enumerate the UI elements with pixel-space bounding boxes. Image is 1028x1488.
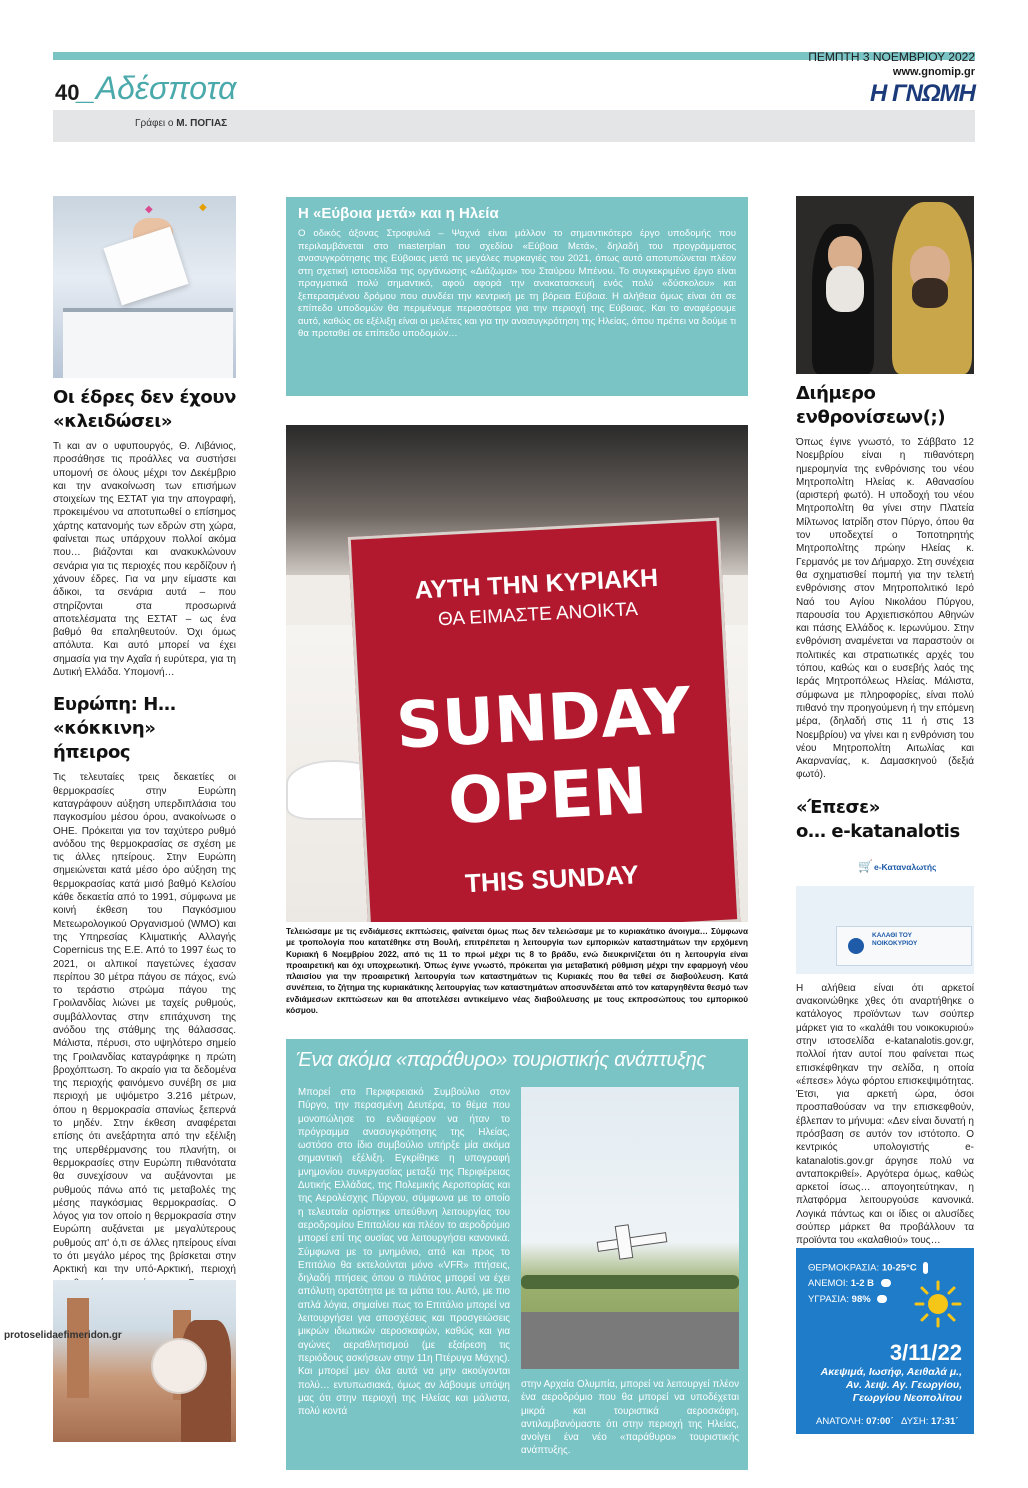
humidity-label: ΥΓΡΑΣΙΑ: — [808, 1294, 850, 1305]
story-body-seats: Τι και αν ο υφυπουργός, Θ. Λιβάνιος, προσάθησε τις προάλλες να συστήσει υπομονή σε όλους μέχρι τον Δεκέμβριο και την ανακοίνωση των επισήμων στοιχείων της ΕΣΤΑΤ για την απογραφή, προκειμένου να αποτυπωθεί ο επίσημος χάρτης κατανομής των εδρών στη χώρα, φαίνεται πως υπάρχουν πολλοί ακόμα που… βιάζονται και ανακυκλώνουν σενάρια για τις περιοχές που κερδίζουν ή χάνουν έδρες. Για να μην είμαστε και άδικοι, τα σενάρια αυτά – που στηρίζονται στα προσωρινά αποτελέσματα της ΕΣΤΑΤ – ως ένα βαθμό θα επαληθευτούν. Όχι όμως απόλυτα. Και αυτό μπορεί να έχει σημασία για την Αχαΐα ή ευρύτερα, για τη Δυτική Ελλάδα. Υπομονή… — [53, 441, 236, 679]
humidity-row — [808, 1294, 887, 1305]
sunrise-time: 07:00΄ — [866, 1416, 894, 1427]
sunday-open-photo — [286, 425, 748, 922]
cloud-icon — [877, 1295, 887, 1303]
airplane-photo — [521, 1087, 739, 1369]
evoia-title: Η «Εύβοια μετά» και η Ηλεία — [298, 205, 499, 222]
tourism-body-continued: στην Αρχαία Ολυμπία, μπορεί να λειτουργεί πλέον ένα αεροδρόμιο που θα μπορεί να υποδέχεται μικρά και τουριστικά αεροσκάφη, αντιλαμβανόμαστε ότι στην περιοχή της Ηλείας, ανοίγει ένα νέο «παράθυρο» τουριστικής ανάπτυξης. — [521, 1379, 739, 1457]
page-number: 40 — [55, 80, 80, 105]
left-column — [53, 196, 236, 1290]
sunset-time: 17:31΄ — [931, 1416, 959, 1427]
butterfly-icon: ◆ — [199, 202, 207, 213]
name-days — [796, 1366, 962, 1405]
ballot-paper — [103, 227, 188, 306]
name-day-line: Ακεψιμά, Ιωσήφ, Αειθαλά μ., — [820, 1366, 962, 1378]
right-column — [796, 196, 974, 1248]
hand-fan — [151, 1338, 207, 1394]
tourism-box — [286, 1039, 748, 1470]
beard — [912, 278, 948, 308]
thermometer-icon — [923, 1262, 928, 1274]
website-link[interactable]: www.gnomip.gr — [892, 66, 975, 78]
heading-line: Διήμερο — [796, 383, 876, 404]
heading-line: «κλειδώσει» — [53, 411, 173, 432]
sign-line: ΘΑ ΕΙΜΑΣΤΕ ΑΝΟΙΚΤΑ — [437, 598, 639, 631]
story-heading-seats — [53, 386, 236, 434]
wind-icon — [881, 1279, 891, 1287]
basket-badge-icon — [848, 938, 864, 954]
ballot-box — [63, 308, 233, 378]
humidity-value: 98% — [851, 1294, 871, 1305]
sign-line: OPEN — [446, 754, 649, 840]
heading-line: Οι έδρες δεν έχουν — [53, 387, 236, 408]
heading-line: Ευρώπη: Η… — [53, 694, 176, 716]
sign-line: SUNDAY — [394, 674, 693, 764]
evoia-body: Ο οδικός άξονας Στροφυλιά – Ψαχνά είναι μάλλον το σημαντικότερο έργο υποδομής που περιλαμβάνεται στο masterplan του σχεδίου «Εύβοια Μετά», δηλαδή του προγράμματος ανασυγκρότησης της Εύβοιας μετά τις μεγάλες πυρκαγιές του 2021, όπως αυτό αποτυπώνεται πλέον στη σχετική ιστοσελίδα της οργάνωσης «Διάζωμα» του Σταύρου Μπένου. Το συγκεκριμένο έργο είναι πραγματικά πολύ σημαντικό, αφού αφορά την ανακατασκευή ενός πολύ «δύσκολου» και ξεπερασμένου δρόμου που συνδέει την κεντρική με τη βόρεια Εύβοια. Η αλήθεια όμως είναι ότι σε επίπεδο υποδομών θα περιμέναμε περισσότερα για την περιοχή της Εύβοιας. Και το αναφέρουμε αυτό, καθώς σε εξέλιξη είναι οι μελέτες και για την ανασυγκρότηση της Ηλείας, όπου πρέπει να δούμε τι θα προταθεί σε επίπεδο υποδομών… — [298, 228, 736, 339]
bishops-photo — [796, 196, 974, 374]
sun-icon — [914, 1280, 962, 1328]
ballot-box-photo — [53, 196, 236, 378]
runway — [521, 1312, 739, 1369]
sign-line: ΑΥΤΗ ΤΗΝ ΚΥΡΙΑΚΗ — [414, 563, 659, 605]
wind-row — [808, 1278, 891, 1289]
tower — [67, 1298, 89, 1398]
heading-line: «Έπεσε» — [796, 796, 880, 818]
issue-date: ΠΕΜΠΤΗ 3 ΝΟΕΜΒΡΙΟΥ 2022 — [808, 50, 975, 64]
story-heading-enthronement — [796, 382, 974, 430]
tree-line — [521, 1275, 739, 1289]
sunday-open-sign — [348, 518, 741, 922]
tourism-body: Μπορεί στο Περιφερειακό Συμβούλιο στον Πύργο, την περασμένη Δευτέρα, το θέμα που μονοπώλησε το ενδιαφέρον να ήταν το πρόγραμμα ανασυγκρότησης της Ηλείας, ωστόσο στο ίδιο συμβούλιο υπήρξε μία ακόμα σημαντική εξέλιξη. Εγκρίθηκε η υπογραφή μνημονίου συνεργασίας μεταξύ της Περιφέρειας Δυτικής Ελλάδας, της Πολεμικής Αεροπορίας και της Αερολέσχης Πύργου, σύμφωνα με το οποίο η τελευταία ορίστηκε υπεύθυνη λειτουργίας του αεροδρομίου Επιταλίου και πλέον το αεροδρόμιο μπορεί επί της ουσίας να λειτουργήσει κανονικά. Σύμφωνα με το μνημόνιο, από και προς το Επιτάλιο θα εκτελούνται μόνο «VFR» πτήσεις, δηλαδή πτήσεις όπου ο πιλότος μπορεί να έχει απόλυτη ορατότητα με τα μάτια του. Αυτό, με πιο απλά λόγια, σημαίνει πως το Επιτάλιο μπορεί να λειτουργήσει για αποσχέσεις και προσγειώσεις μικρών ιδιωτικών αεροσκαφών, καθώς και για αγώνες αεραθλητισμού (με εξαίρεση τις περιόδους ασκήσεων στην 11η Πτέρυγα Μάχης). Και μπορεί μεν όλα αυτά να μην ακούγονται πολύ… εντυπωσιακά, όμως αν λάβουμε υπόψη μας ότι στην περιοχή της Ηλείας και μάλιστα, πολύ κοντά — [298, 1087, 510, 1418]
seville-heat-photo — [53, 1280, 236, 1442]
story-heading-europe — [53, 693, 236, 765]
wind-value: 1-2 Β — [850, 1278, 874, 1289]
sunset-label: ΔΥΣΗ: — [901, 1416, 929, 1427]
beard — [826, 266, 864, 312]
byline-prefix: Γράφει ο — [135, 118, 174, 129]
story-body-ekatanalotis: Η αλήθεια είναι ότι αρκετοί ανακοινώθηκε χθες ότι αναρτήθηκε ο κατάλογος προϊόντων των σούπερ μάρκετ για το «καλάθι του νοικοκυριού» στην ιστοσελίδα e-katanalotis.gov.gr, πολλοί ήταν αυτοί που φαίνεται πως επισκέφθηκαν την σελίδα, η οποία «έπεσε» λόγω φόρτου επισκεψιμότητας. Έτσι, για αρκετή ώρα, όσοι προσπαθούσαν να την επισκεφθούν, έβλεπαν το μήνυμα: «Δεν είναι δυνατή η πρόσβαση σε αυτόν τον ιστότοπο. Ο κεντρικός υπολογιστής e-katanalotis.gov.gr άργησε πολύ να ανταποκριθεί». Αργότερα όμως, καθώς αρκετοί ίσως… απογοητεύτηκαν, η πλατφόρμα λειτουργούσε κανονικά. Λογικά πάντως και οι ίδιες οι αλυσίδες σούπερ μάρκετ θα προβάλλουν τα προϊόντα του «καλαθιού» τους… — [796, 982, 974, 1247]
photo-caption: Τελειώσαμε με τις ενδιάμεσες εκπτώσεις, φαίνεται όμως πως δεν τελειώσαμε με το κυριακάτικο άνοιγμα… Σύμφωνα με τροπολογία που κατατέθηκε στη Βουλή, επιτρέπεται η λειτουργία των εμπορικών καταστημάτων την ερχόμενη Κυριακή 6 Νοεμβρίου 2022, από τις 11 το πρωί μέχρι τις 8 το βράδυ, ενώ διευκρινίζεται ότι η λειτουργία είναι προαιρετική και όχι υποχρεωτική. Όπως έγινε γνωστό, πρόκειται για μεταβατική ρύθμιση μέχρι την εφαρμογή νέου πλαισίου για την προαιρετική λειτουργία των καταστημάτων τις Κυριακές που θα τεθεί σε διαβούλευση. Κατά συνέπεια, το ζήτημα της κυριακάτικης λειτουργίας των καταστημάτων αποσυνδέεται από τον καταργηθέντα θεσμό των ενδιάμεσων εκπτώσεων και θα αποτελέσει αντικείμενο νέας διαβούλευσης με τους εκπροσώπους του εμπορικού κόσμου. — [286, 927, 748, 1016]
basket-label: ΚΑΛΑΘΙ ΤΟΥ ΝΟΙΚΟΚΥΡΙΟΥ — [872, 931, 918, 947]
name-day-line: Αν. λειψ. Αγ. Γεωργίου, — [845, 1379, 962, 1391]
wind-label: ΑΝΕΜΟΙ: — [808, 1278, 849, 1289]
sign-line: THIS SUNDAY — [464, 859, 640, 899]
sunrise-sunset — [816, 1416, 959, 1427]
story-heading-ekatanalotis — [796, 796, 974, 844]
watermark: protoselidaefimeridon.gr — [4, 1330, 122, 1341]
cart-icon: 🛒 — [858, 858, 873, 873]
story-body-europe: Τις τελευταίες τρεις δεκαετίες οι θερμοκρασίες στην Ευρώπη καταγράφουν αύξηση υπερδιπλάσια του παγκοσμίου μέσου όρου, ανακοίνωσε ο ΟΗΕ. Πρόκειται για τον ταχύτερο ρυθμό ανόδου της θερμοκρασίας σε σχέση με τις άλλες ηπείρους. Στην Ευρώπη σημειώνεται κατά μέσο όρο αύξηση της θερμοκρασίας κατά μισό βαθμό Κελσίου κάθε δεκαετία από το 1991, σύμφωνα με κοινή έκθεση του Παγκόσμιου Μετεωρολογικού Οργανισμού (WMO) και της Υπηρεσίας Κλιματικής Αλλαγής Copernicus της Ε.Ε. Από το 1997 έως το 2021, οι αλπικοί παγετώνες έχασαν περίπου 30 μέτρα πάγου σε πάχος, ενώ το τεράστιο στρώμα πάγου της Γροιλανδίας λιώνει με ταχείς ρυθμούς, συμβάλλοντας στην επιτάχυνση της ανόδου της στάθμης της θάλασσας. Μάλιστα, πέρυσι, στο υψηλότερο σημείο της Γροιλανδίας καταγράφηκε η πρώτη βροχόπτωση. Το ακραίο για τα δεδομένα της περιοχής φαινόμενο συνέβη σε μια περιοχή με υψόμετρο 3.216 μέτρων, όπου η θερμοκρασία σπανίως ξεπερνά το μηδέν. Στην έκθεση αναφέρεται επίσης ότι ανεξάρτητα από την εξέλιξη της υπερθέρμανσης του πλανήτη, οι θερμοκρασίες στην Ευρώπη πιθανότατα θα συνεχίσουν να αυξάνονται με ρυθμούς πάνω από τις μεταβολές της μέσης παγκόσμιας θερμοκρασίας. Ο λόγος για τον οποίο η θερμοκρασία στην Ευρώπη αυξάνεται με μεγαλύτερους ρυθμούς απ' ό,τι σε άλλες ηπείρους είναι το ότι μεγάλο μέρος της βρίσκεται στην Αρκτική και την υπό-Αρκτική, περιοχή — [53, 772, 236, 1276]
butterfly-icon: ◆ — [145, 204, 153, 215]
weather-panel — [796, 1248, 974, 1434]
ekatanalotis-screenshot — [796, 854, 974, 974]
story-body-enthronement: Όπως έγινε γνωστό, το Σάββατο 12 Νοεμβρίου είναι η πιθανότερη ημερομηνία της ενθρόνισης του νέου Μητροπολίτη Ηλείας κ. Αθανασίου (αριστερή φωτό). Η υποδοχή του νέου Μητροπολίτη θα γίνει στην Πλατεία Μίλτωνος Ιατρίδη στον Πύργο, όπου θα τον υποδεχτεί ο Τοποτηρητής Μητροπολίτης πρώην Ηλείας κ. Γερμανός με τον Δήμαρχο. Στη συνέχεια θα σχηματισθεί πομπή για την τελετή ενθρόνισης στον Μητροπολιτικό Ιερό Ναό του Αγίου Νικολάου Πύργου, παρουσία του Αρχιεπισκόπου Αθηνών και πάσης Ελλάδος κ. Ιερωνύμου. Στην ενθρόνιση αναμένεται να παραστούν οι πολιτικές και στρατιωτικές αρχές του τόπου, καθώς και ο ευσεβής λαός της Ιεράς Μητροπόλεως Ηλείας. Μάλιστα, σύμφωνα με πληροφορίες, είναι πολύ πιθανό την προηγούμενη ή την επόμενη μέρα, (δηλαδή στις 11 ή στις 13 Νοεμβρίου) να γίνει και η ενθρόνιση του νέου Μητροπολίτη Αιτωλίας και Ακαρνανίας, κ. Δαμασκηνού (δεξιά φωτό). — [796, 437, 974, 781]
name-day-line: Γεωργίου Νεοπολίτου — [852, 1392, 962, 1404]
temperature-row — [808, 1262, 928, 1274]
byline — [135, 118, 227, 129]
seville-photo-wrap — [53, 1280, 236, 1442]
weather-date: 3/11/22 — [889, 1340, 962, 1365]
sunrise-label: ΑΝΑΤΟΛΗ: — [816, 1416, 864, 1427]
newspaper-logo: Η ΓΝΩΜΗ — [869, 80, 975, 107]
heading-line: «κόκκινη» ήπειρος — [53, 718, 156, 764]
tourism-title: Ένα ακόμα «παράθυρο» τουριστικής ανάπτυξης — [296, 1049, 706, 1071]
byline-author: Μ. ΠΟΓΙΑΣ — [176, 118, 228, 129]
evoia-box — [286, 197, 748, 396]
temperature-label: ΘΕΡΜΟΚΡΑΣΙΑ: — [808, 1262, 880, 1274]
section-title: _Αδέσποτα — [78, 70, 237, 106]
plane-wing — [615, 1224, 634, 1260]
heading-line: ενθρονίσεων(;) — [796, 407, 946, 428]
temperature-value: 10-25°C — [881, 1262, 917, 1274]
site-brand: e-Καταναλωτής — [874, 861, 937, 872]
heading-line: ο… e-katanalotis — [796, 820, 960, 842]
